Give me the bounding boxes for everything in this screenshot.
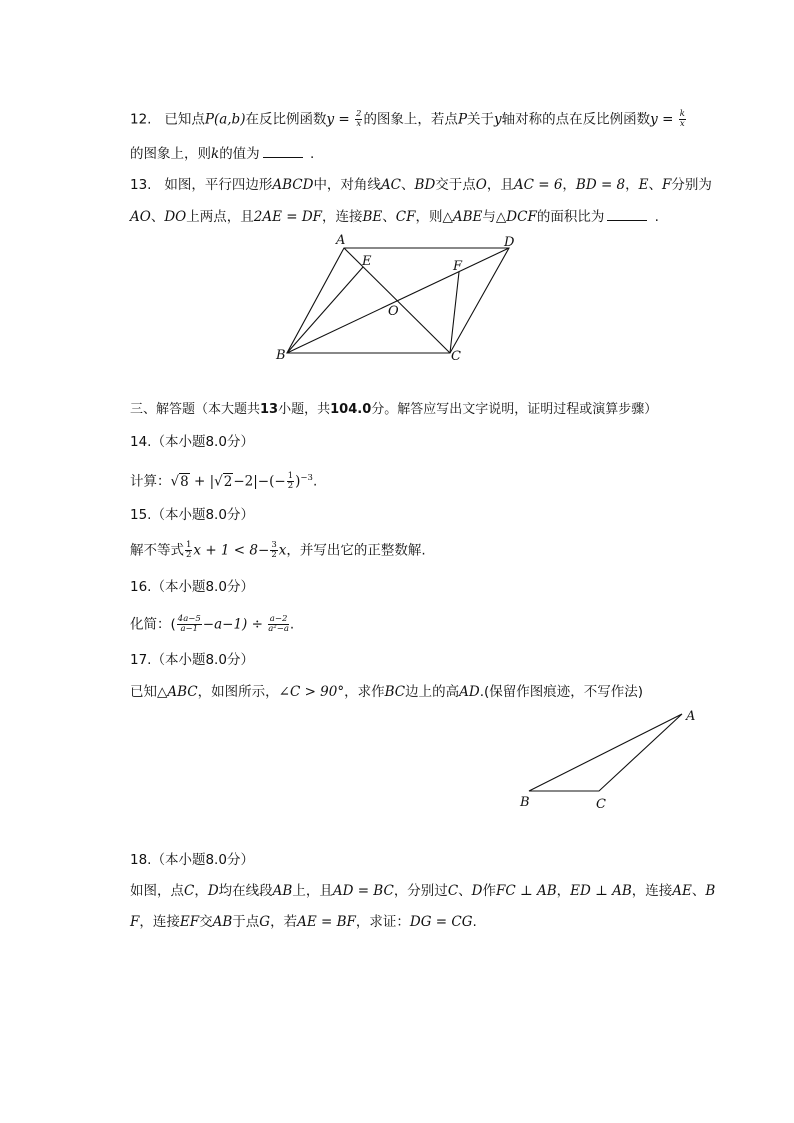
- q15-fraction-2: $\frac{3}{2}$: [271, 540, 277, 560]
- point-label-b: B: [520, 795, 530, 810]
- section-3-heading: 三、解答题（本大题共13小题，共104.0分。解答应写出文字说明，证明过程或演算步骤）: [130, 402, 658, 417]
- point-label-f: F: [453, 259, 463, 274]
- segment-cf: [450, 272, 459, 353]
- q12-number: 12.: [130, 111, 152, 128]
- q13-number: 13.: [130, 177, 152, 193]
- q15-inequality: 解不等式 $\frac{1}{2}$ x + 1 < 8− $\frac{3}{2}$ x，并写出它的正整数解.: [130, 540, 426, 560]
- point-label-b: B: [276, 348, 286, 363]
- q18-line-1: 如图，点C，D均在线段AB上，且AD = BC，分别过C、D作FC ⊥ AB，ED ⊥ AB，连接AE、B: [130, 883, 716, 899]
- q16-fraction-2: $\frac{a-2}{\text{a²−a}}$: [268, 614, 289, 634]
- point-label-d: D: [504, 235, 515, 250]
- q18-line-2: F，连接EF交AB于点G，若AE = BF，求证：DG = CG.: [130, 914, 477, 930]
- q16-expression: 化简：( $\frac{4a-5}{a-1}$ −a−1) ÷ $\frac{a-2}{\text{a²−a}}$ .: [130, 614, 295, 634]
- point-label-e: E: [362, 254, 372, 269]
- q12-fraction-1: $\frac{2}{x}$: [356, 109, 362, 129]
- q17-heading: 17.（本小题8.0分）: [130, 652, 254, 668]
- segment-be: [287, 267, 363, 353]
- triangle-abc: [529, 714, 682, 791]
- q12-line-1: 12. 已知点P(a,b)在反比例函数y = $\frac{2}{x}$ 的图象上，若点P关于y轴对称的点在反比例函数y = $\frac{k}{x}$: [130, 109, 685, 129]
- q16-heading: 16.（本小题8.0分）: [130, 579, 254, 595]
- q18-heading: 18.（本小题8.0分）: [130, 852, 254, 868]
- q17-triangle-figure: [510, 705, 710, 815]
- q14-heading: 14.（本小题8.0分）: [130, 434, 254, 450]
- q15-fraction-1: $\frac{1}{2}$: [186, 540, 192, 560]
- q14-expression: 计算：√8 + |√2−2|−(− $\frac{1}{2}$ )$^{-3}$.: [130, 471, 318, 491]
- q13-parallelogram-figure: [270, 230, 530, 365]
- q13-answer-blank[interactable]: [607, 208, 647, 221]
- point-label-a: A: [686, 709, 696, 724]
- q16-fraction-1: $\frac{4a-5}{a-1}$: [177, 614, 201, 634]
- q17-text: 已知△ABC，如图所示，∠C > 90°，求作BC边上的高AD.(保留作图痕迹，不写作法): [130, 684, 644, 700]
- diagonal-bd: [287, 248, 509, 353]
- q12-fraction-2: $\frac{k}{x}$: [679, 109, 685, 129]
- point-label-c: C: [451, 349, 461, 364]
- q12-answer-blank[interactable]: [263, 145, 303, 158]
- q14-fraction: $\frac{1}{2}$: [287, 471, 294, 491]
- point-label-c: C: [596, 797, 606, 812]
- q13-line-1: 13. 如图，平行四边形ABCD中，对角线AC、BD交于点O，且AC = 6，BD = 8，E、F分别为: [130, 177, 712, 193]
- point-label-a: A: [336, 233, 346, 248]
- q13-line-2: AO、DO上两点，且2AE = DF，连接BE、CF，则△ABE与△DCF的面积比为 .: [130, 209, 659, 225]
- point-label-o: O: [388, 304, 399, 319]
- q12-line-2: 的图象上，则k的值为 .: [130, 146, 315, 162]
- q15-heading: 15.（本小题8.0分）: [130, 507, 254, 523]
